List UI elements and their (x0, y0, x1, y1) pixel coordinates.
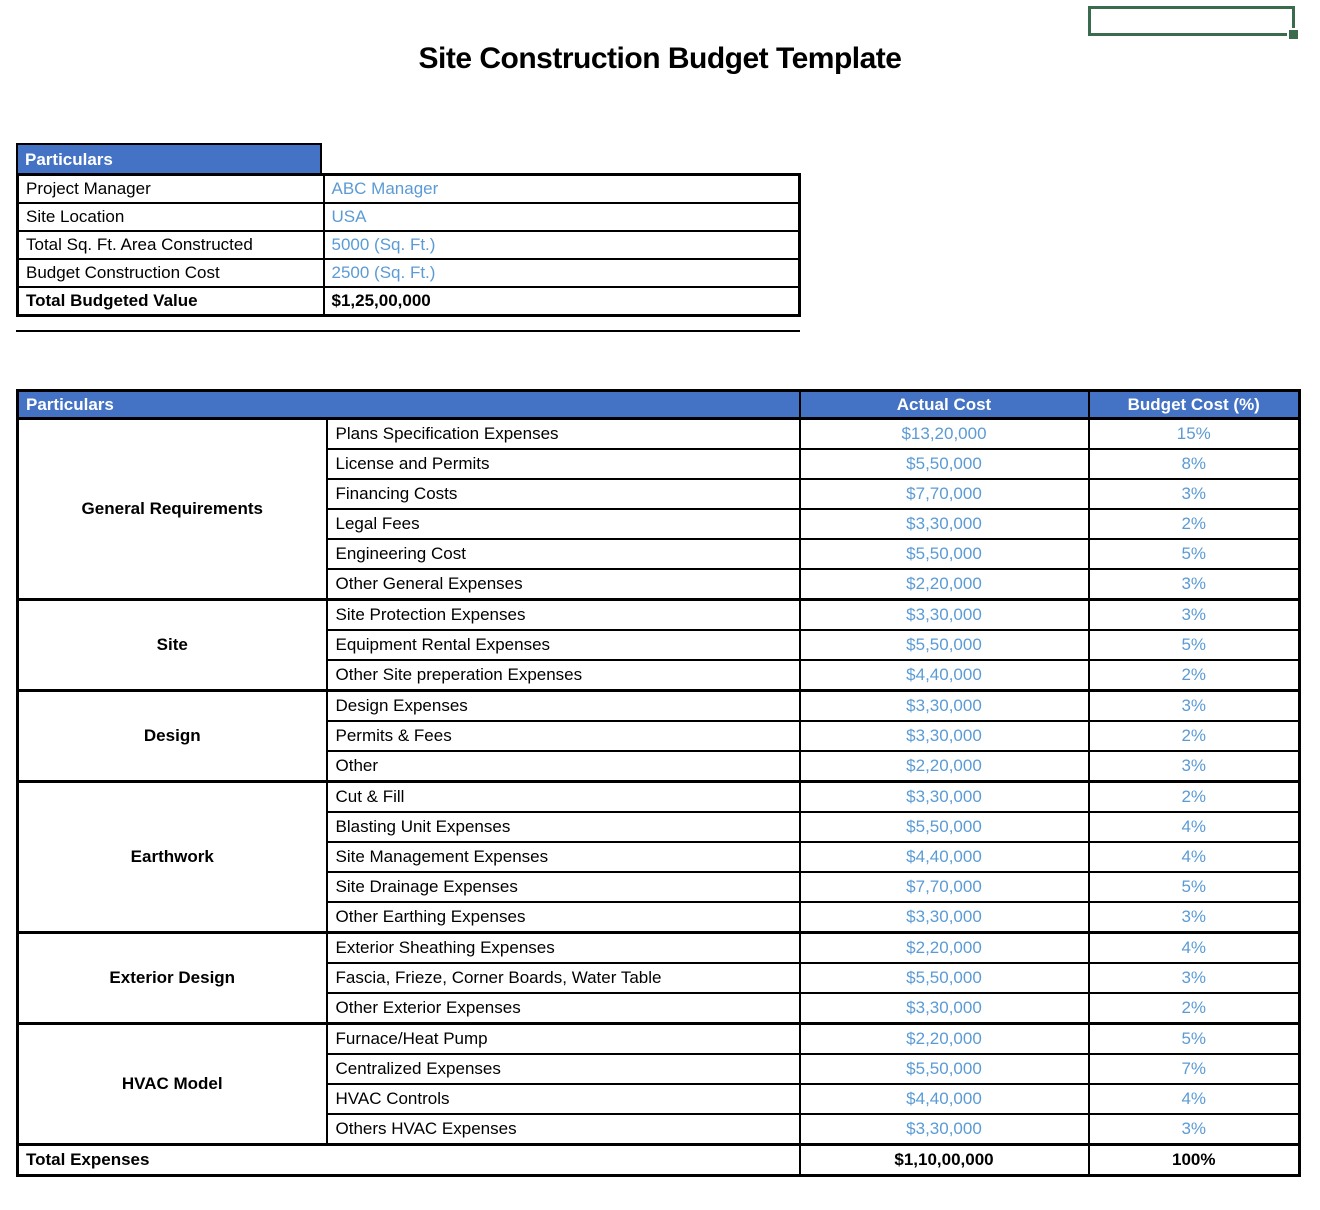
actual-cost-cell[interactable]: $4,40,000 (800, 842, 1089, 872)
info-table-header[interactable]: Particulars (16, 143, 322, 173)
expense-row (18, 782, 1300, 813)
actual-cost-cell[interactable]: $3,30,000 (800, 691, 1089, 722)
info-label-cell[interactable]: Project Manager (18, 175, 324, 204)
header-particulars[interactable]: Particulars (18, 391, 800, 419)
expense-name-cell[interactable]: Other Site preperation Expenses (327, 660, 800, 691)
info-label-cell[interactable]: Total Budgeted Value (18, 287, 324, 316)
budget-pct-cell[interactable]: 5% (1089, 872, 1300, 902)
expense-name-cell[interactable]: Site Protection Expenses (327, 600, 800, 631)
info-row (18, 231, 800, 259)
category-cell[interactable]: HVAC Model (18, 1024, 327, 1145)
actual-cost-cell[interactable]: $2,20,000 (800, 751, 1089, 782)
budget-table (16, 389, 1301, 1177)
actual-cost-cell[interactable]: $3,30,000 (800, 902, 1089, 933)
expense-name-cell[interactable]: Exterior Sheathing Expenses (327, 933, 800, 964)
expense-name-cell[interactable]: Plans Specification Expenses (327, 419, 800, 450)
actual-cost-cell[interactable]: $3,30,000 (800, 1114, 1089, 1145)
info-row (18, 287, 800, 316)
budget-pct-cell[interactable]: 3% (1089, 963, 1300, 993)
budget-pct-cell[interactable]: 5% (1089, 539, 1300, 569)
expense-name-cell[interactable]: Cut & Fill (327, 782, 800, 813)
budget-pct-cell[interactable]: 3% (1089, 479, 1300, 509)
category-cell[interactable]: Site (18, 600, 327, 691)
info-value-cell[interactable]: USA (324, 203, 800, 231)
total-label-cell[interactable]: Total Expenses (18, 1145, 800, 1176)
actual-cost-cell[interactable]: $2,20,000 (800, 1024, 1089, 1055)
header-budget-cost[interactable]: Budget Cost (%) (1089, 391, 1300, 419)
budget-pct-cell[interactable]: 5% (1089, 1024, 1300, 1055)
expense-name-cell[interactable]: Others HVAC Expenses (327, 1114, 800, 1145)
info-row (18, 175, 800, 204)
total-budget-cell[interactable]: 100% (1089, 1145, 1300, 1176)
budget-pct-cell[interactable]: 7% (1089, 1054, 1300, 1084)
actual-cost-cell[interactable]: $5,50,000 (800, 539, 1089, 569)
budget-pct-cell[interactable]: 4% (1089, 933, 1300, 964)
budget-pct-cell[interactable]: 2% (1089, 721, 1300, 751)
info-row (18, 203, 800, 231)
actual-cost-cell[interactable]: $5,50,000 (800, 630, 1089, 660)
budget-pct-cell[interactable]: 4% (1089, 812, 1300, 842)
actual-cost-cell[interactable]: $5,50,000 (800, 1054, 1089, 1084)
info-label-cell[interactable]: Total Sq. Ft. Area Constructed (18, 231, 324, 259)
budget-pct-cell[interactable]: 3% (1089, 691, 1300, 722)
budget-pct-cell[interactable]: 3% (1089, 1114, 1300, 1145)
actual-cost-cell[interactable]: $2,20,000 (800, 933, 1089, 964)
expense-name-cell[interactable]: Design Expenses (327, 691, 800, 722)
expense-name-cell[interactable]: Centralized Expenses (327, 1054, 800, 1084)
expense-name-cell[interactable]: Furnace/Heat Pump (327, 1024, 800, 1055)
info-row (18, 259, 800, 287)
budget-pct-cell[interactable]: 2% (1089, 509, 1300, 539)
actual-cost-cell[interactable]: $3,30,000 (800, 721, 1089, 751)
page-title: Site Construction Budget Template (418, 42, 902, 75)
actual-cost-cell[interactable]: $5,50,000 (800, 963, 1089, 993)
budget-pct-cell[interactable]: 4% (1089, 842, 1300, 872)
expense-name-cell[interactable]: Permits & Fees (327, 721, 800, 751)
category-cell[interactable]: Exterior Design (18, 933, 327, 1024)
actual-cost-cell[interactable]: $2,20,000 (800, 569, 1089, 600)
budget-pct-cell[interactable]: 3% (1089, 569, 1300, 600)
budget-pct-cell[interactable]: 5% (1089, 630, 1300, 660)
actual-cost-cell[interactable]: $3,30,000 (800, 993, 1089, 1024)
actual-cost-cell[interactable]: $3,30,000 (800, 782, 1089, 813)
budget-pct-cell[interactable]: 3% (1089, 751, 1300, 782)
info-table-double-border (16, 330, 800, 332)
actual-cost-cell[interactable]: $7,70,000 (800, 479, 1089, 509)
category-cell[interactable]: General Requirements (18, 419, 327, 600)
actual-cost-cell[interactable]: $4,40,000 (800, 1084, 1089, 1114)
expense-name-cell[interactable]: Fascia, Frieze, Corner Boards, Water Table (327, 963, 800, 993)
info-label-cell[interactable]: Budget Construction Cost (18, 259, 324, 287)
info-label-cell[interactable]: Site Location (18, 203, 324, 231)
actual-cost-cell[interactable]: $13,20,000 (800, 419, 1089, 450)
actual-cost-cell[interactable]: $3,30,000 (800, 509, 1089, 539)
expense-name-cell[interactable]: Site Management Expenses (327, 842, 800, 872)
budget-pct-cell[interactable]: 15% (1089, 419, 1300, 450)
category-cell[interactable]: Earthwork (18, 782, 327, 933)
expense-name-cell[interactable]: HVAC Controls (327, 1084, 800, 1114)
total-actual-cell[interactable]: $1,10,00,000 (800, 1145, 1089, 1176)
expense-row (18, 1024, 1300, 1055)
expense-name-cell[interactable]: Other Exterior Expenses (327, 993, 800, 1024)
actual-cost-cell[interactable]: $4,40,000 (800, 660, 1089, 691)
expense-name-cell[interactable]: Engineering Cost (327, 539, 800, 569)
header-actual-cost[interactable]: Actual Cost (800, 391, 1089, 419)
budget-pct-cell[interactable]: 3% (1089, 902, 1300, 933)
actual-cost-cell[interactable]: $7,70,000 (800, 872, 1089, 902)
budget-pct-cell[interactable]: 2% (1089, 782, 1300, 813)
budget-pct-cell[interactable]: 4% (1089, 1084, 1300, 1114)
info-value-cell[interactable]: 5000 (Sq. Ft.) (324, 231, 800, 259)
info-value-cell[interactable]: 2500 (Sq. Ft.) (324, 259, 800, 287)
budget-table-header-row (18, 391, 1300, 419)
expense-row (18, 933, 1300, 964)
expense-name-cell[interactable]: Financing Costs (327, 479, 800, 509)
expense-row (18, 691, 1300, 722)
info-value-cell[interactable]: ABC Manager (324, 175, 800, 204)
actual-cost-cell[interactable]: $5,50,000 (800, 812, 1089, 842)
budget-pct-cell[interactable]: 2% (1089, 993, 1300, 1024)
expense-name-cell[interactable]: Site Drainage Expenses (327, 872, 800, 902)
info-table-body (18, 175, 800, 316)
budget-pct-cell[interactable]: 2% (1089, 660, 1300, 691)
actual-cost-cell[interactable]: $5,50,000 (800, 449, 1089, 479)
expense-row (18, 600, 1300, 631)
expense-name-cell[interactable]: Blasting Unit Expenses (327, 812, 800, 842)
active-cell-selection[interactable] (1088, 6, 1295, 36)
expense-name-cell[interactable]: Other Earthing Expenses (327, 902, 800, 933)
fill-handle[interactable] (1287, 28, 1300, 41)
expense-name-cell[interactable]: Other (327, 751, 800, 782)
actual-cost-cell[interactable]: $3,30,000 (800, 600, 1089, 631)
info-value-cell[interactable]: $1,25,00,000 (324, 287, 800, 316)
expense-name-cell[interactable]: License and Permits (327, 449, 800, 479)
expense-name-cell[interactable]: Other General Expenses (327, 569, 800, 600)
budget-table-body (18, 419, 1300, 1145)
category-cell[interactable]: Design (18, 691, 327, 782)
budget-pct-cell[interactable]: 3% (1089, 600, 1300, 631)
info-table (16, 173, 801, 317)
total-row (18, 1145, 1300, 1176)
expense-name-cell[interactable]: Legal Fees (327, 509, 800, 539)
budget-pct-cell[interactable]: 8% (1089, 449, 1300, 479)
expense-name-cell[interactable]: Equipment Rental Expenses (327, 630, 800, 660)
expense-row (18, 419, 1300, 450)
